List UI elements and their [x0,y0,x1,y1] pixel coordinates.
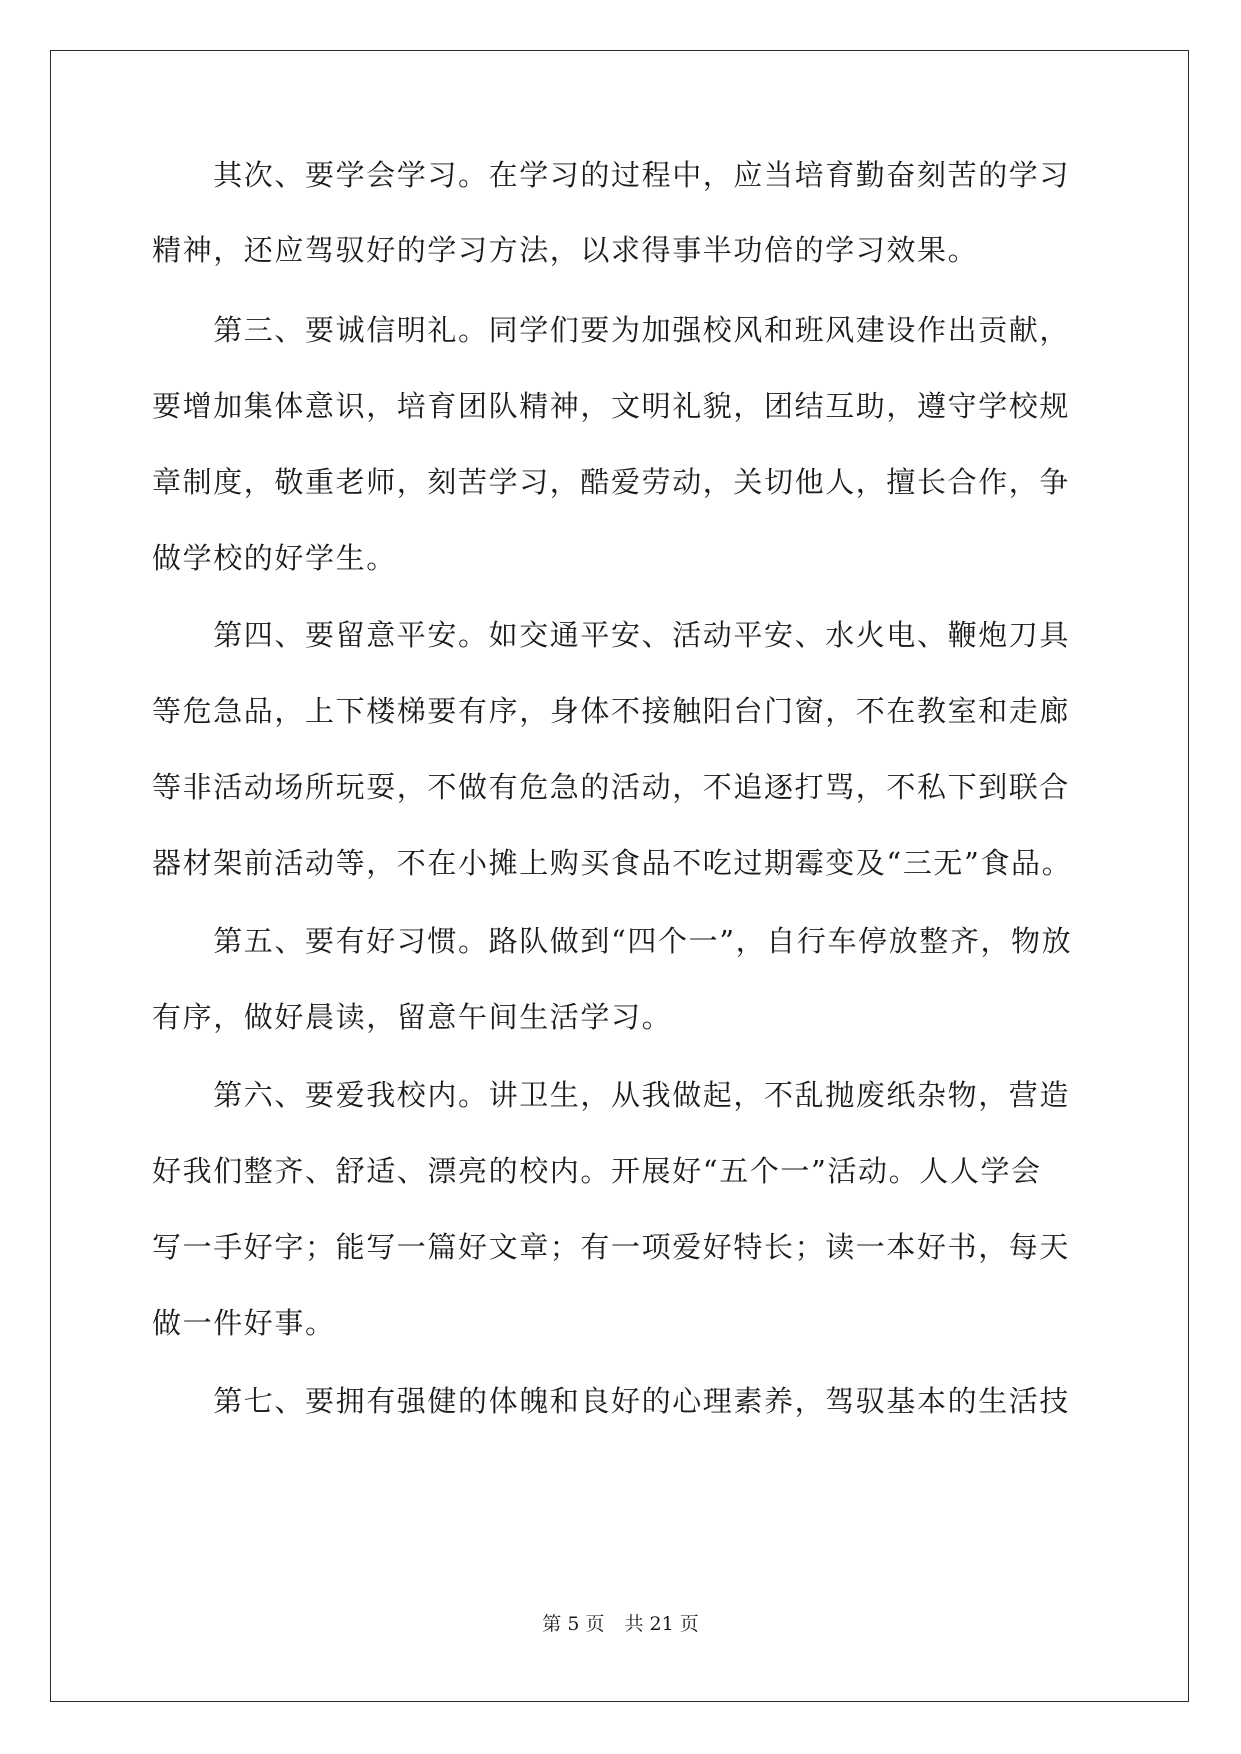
text-line: 精神，还应驾驭好的学习方法，以求得事半功倍的学习效果。 [152,233,979,267]
text-line: 做学校的好学生。 [152,541,397,575]
text-line: 第六、要爱我校内。讲卫生，从我做起，不乱抛废纸杂物，营造 [152,1078,1071,1112]
page-total: 共 21 页 [624,1613,699,1635]
text-line: 器材架前活动等，不在小摊上购买食品不吃过期霉变及“三无”食品。 [152,846,1073,880]
page-footer [0,1612,1241,1636]
text-line: 章制度，敬重老师，刻苦学习，酷爱劳动，关切他人，擅长合作，争 [152,465,1071,499]
text-line: 做一件好事。 [152,1306,336,1340]
text-line: 第四、要留意平安。如交通平安、活动平安、水火电、鞭炮刀具 [152,618,1071,652]
text-line: 要增加集体意识，培育团队精神，文明礼貌，团结互助，遵守学校规 [152,389,1071,423]
text-line: 等非活动场所玩耍，不做有危急的活动，不追逐打骂，不私下到联合 [152,770,1071,804]
text-line: 写一手好字；能写一篇好文章；有一项爱好特长；读一本好书，每天 [152,1230,1071,1264]
text-line: 第七、要拥有强健的体魄和良好的心理素养，驾驭基本的生活技 [152,1384,1071,1418]
text-line: 好我们整齐、舒适、漂亮的校内。开展好“五个一”活动。人人学会 [152,1154,1042,1188]
text-line: 等危急品，上下楼梯要有序，身体不接触阳台门窗，不在教室和走廊 [152,694,1071,728]
text-line: 其次、要学会学习。在学习的过程中，应当培育勤奋刻苦的学习 [152,158,1071,192]
page-number: 第 5 页 [542,1613,605,1635]
text-line: 有序，做好晨读，留意午间生活学习。 [152,1000,673,1034]
text-line: 第三、要诚信明礼。同学们要为加强校风和班风建设作出贡献， [152,313,1071,347]
text-line: 第五、要有好习惯。路队做到“四个一”，自行车停放整齐，物放 [152,924,1073,958]
